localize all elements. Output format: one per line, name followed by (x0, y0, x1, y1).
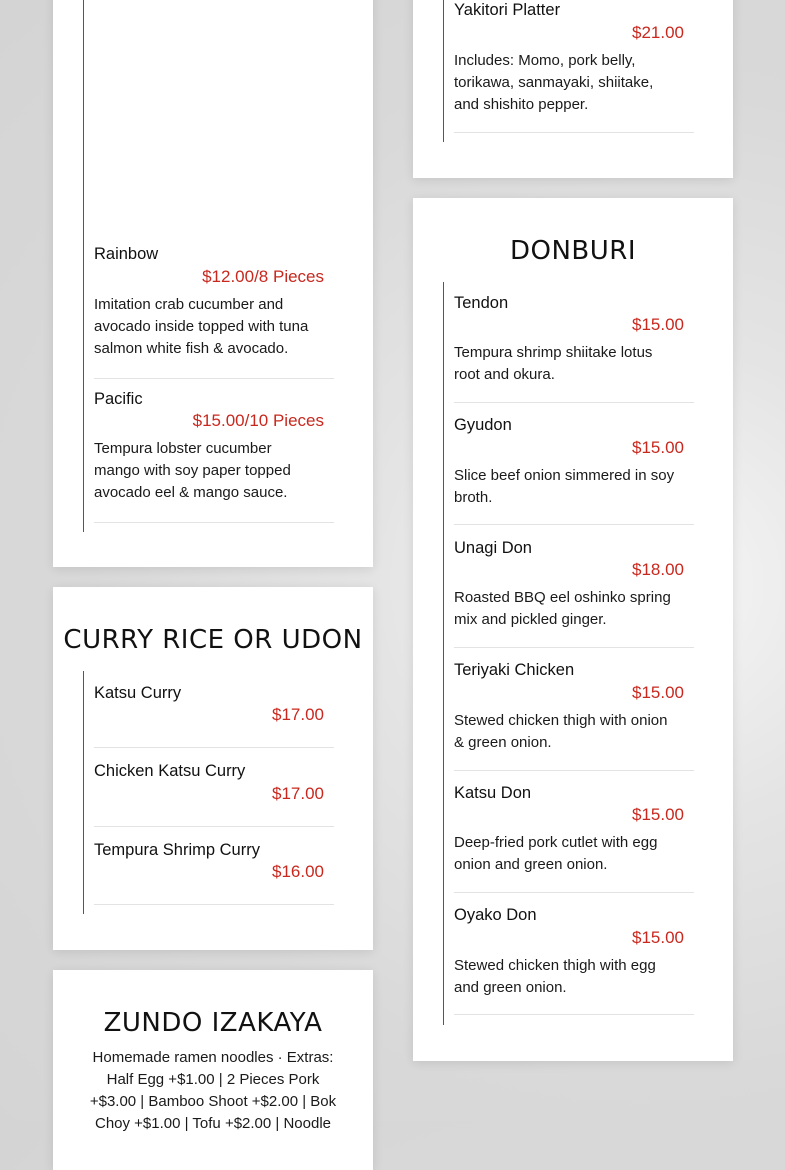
item-description: Tempura lobster cucumber mango with soy paper topped avocado eel & mango sauce. (94, 440, 291, 501)
item-description: Stewed chicken thigh with egg and green onion. (454, 957, 656, 996)
item-price: $15.00 (632, 438, 684, 457)
section-title: ZUNDO IZAKAYA (103, 1008, 323, 1038)
menu-item[interactable] (454, 772, 694, 893)
menu-item[interactable] (94, 387, 334, 523)
section-title: CURRY RICE OR UDON (63, 625, 363, 655)
menu-item[interactable] (454, 527, 694, 648)
extras-note: Homemade ramen noodles · Extras: Half Egg +$1.00 | 2 Pieces Pork +$3.00 | Bamboo Shoot +$2.00 | Bok Choy +$1.00 | Tofu +$2.00 | Noodle (89, 1049, 337, 1132)
yakitori-card (413, 0, 733, 178)
item-description: Roasted BBQ eel oshinko spring mix and pickled ginger. (454, 589, 671, 628)
item-name: Teriyaki Chicken (454, 661, 575, 679)
item-price: $18.00 (632, 560, 684, 579)
item-price: $21.00 (632, 23, 684, 42)
menu-item[interactable] (94, 749, 334, 827)
yakitori-list (443, 0, 694, 142)
item-name: Chicken Katsu Curry (94, 762, 246, 780)
item-name: Oyako Don (454, 906, 537, 924)
menu-item[interactable] (94, 828, 334, 905)
menu-item[interactable] (454, 649, 694, 771)
section-title: DONBURI (509, 236, 637, 266)
menu-item[interactable] (454, 0, 694, 133)
item-price: $12.00/8 Pieces (202, 267, 324, 286)
item-price: $17.00 (272, 705, 324, 724)
item-name: Tendon (454, 294, 509, 312)
item-name: Rainbow (94, 245, 159, 263)
menu-item[interactable] (94, 242, 334, 379)
item-price: $15.00 (632, 315, 684, 334)
menu-item[interactable] (94, 671, 334, 748)
item-description: Includes: Momo, pork belly, torikawa, sanmayaki, shiitake, and shishito pepper. (454, 52, 654, 113)
item-name: Katsu Don (454, 784, 532, 802)
menu-item[interactable] (454, 404, 694, 525)
item-price: $15.00 (632, 928, 684, 947)
item-description: Slice beef onion simmered in soy broth. (454, 467, 675, 506)
menu-item[interactable] (454, 282, 694, 403)
item-name: Pacific (94, 390, 143, 408)
item-name: Katsu Curry (94, 684, 182, 702)
item-name: Yakitori Platter (454, 1, 561, 19)
item-description: Deep-fried pork cutlet with egg onion and green onion. (454, 834, 658, 873)
sushi-rolls-card (53, 0, 373, 567)
sushi-rolls-list (83, 0, 334, 532)
item-name: Unagi Don (454, 539, 532, 557)
item-description: Stewed chicken thigh with onion & green onion. (454, 712, 668, 751)
item-price: $17.00 (272, 784, 324, 803)
curry-list (83, 671, 334, 914)
donburi-card (413, 198, 733, 1061)
item-price: $15.00/10 Pieces (192, 411, 324, 430)
donburi-list (443, 282, 694, 1025)
item-name: Tempura Shrimp Curry (94, 841, 260, 859)
item-description: Imitation crab cucumber and avocado inside topped with tuna salmon white fish & avocado. (94, 296, 309, 357)
menu-item[interactable] (454, 894, 694, 1015)
item-description: Tempura shrimp shiitake lotus root and okura. (454, 344, 653, 383)
curry-card (53, 587, 373, 950)
item-name: Gyudon (454, 416, 512, 434)
item-price: $15.00 (632, 805, 684, 824)
item-price: $15.00 (632, 683, 684, 702)
zundo-izakaya-card (53, 970, 373, 1170)
item-price: $16.00 (272, 862, 324, 881)
